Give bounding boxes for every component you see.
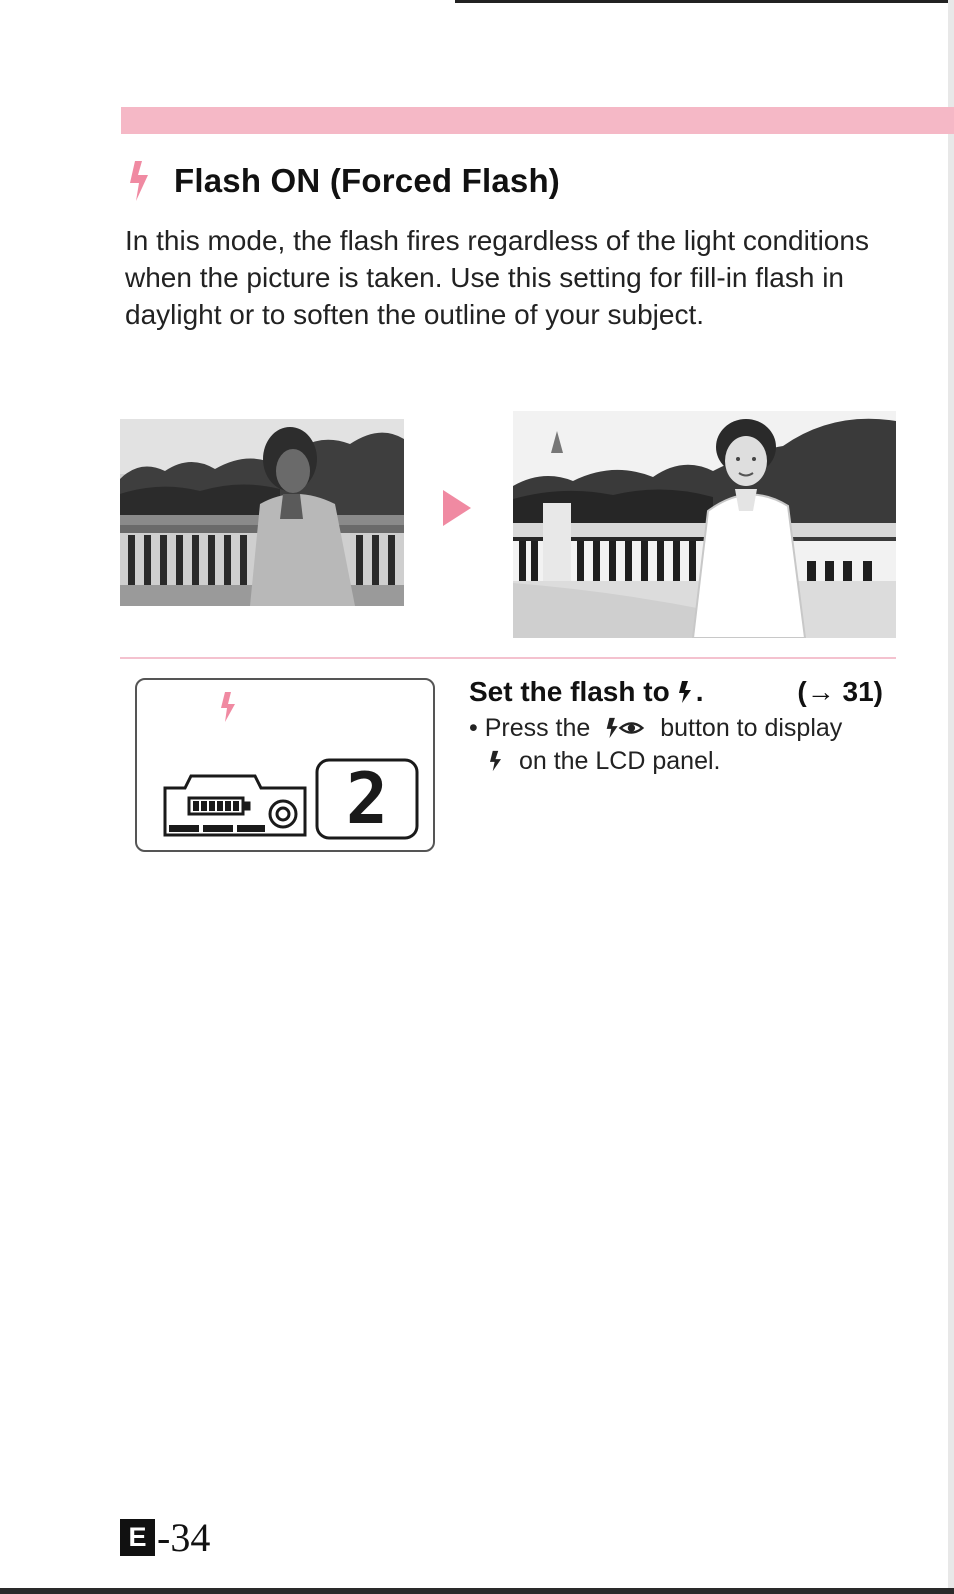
step-instructions (469, 712, 889, 778)
intro-paragraph: In this mode, the flash fires regardless of the light conditions when the picture is taken. Use this setting for fill-in flash in daylight or to soften the outline of your subject. (125, 225, 869, 330)
section-title: Flash ON (Forced Flash) (174, 162, 560, 199)
page-number-text: -34 (157, 1514, 211, 1560)
flash-bolt-icon (126, 159, 152, 203)
top-rule (455, 0, 954, 3)
section-color-band (121, 107, 954, 134)
lcd-panel-illustration (135, 678, 435, 852)
flash-bolt-icon (678, 680, 692, 704)
bullet-line2-text: on the LCD panel. (518, 747, 721, 775)
bullet-text-suffix: button to display (660, 714, 843, 742)
step-title-text: Set the flash to (469, 676, 670, 707)
portrait-without-flash-photo (120, 419, 404, 606)
page-number (120, 1515, 210, 1559)
section-heading (126, 156, 560, 206)
lcd-frame-counter: 2 (345, 758, 389, 840)
language-badge: E (120, 1519, 155, 1556)
portrait-with-flash-photo (513, 411, 896, 638)
bullet-text-prefix: • Press the (469, 714, 591, 742)
step-bullet-line1 (469, 712, 889, 745)
flash-redeye-button-icon (603, 717, 647, 739)
lcd-flash-icon (221, 692, 235, 722)
bottom-rule (0, 1588, 954, 1594)
flash-bolt-icon (489, 750, 502, 772)
before-after-arrow (443, 490, 471, 526)
section-divider (120, 657, 896, 659)
step-title (469, 676, 889, 708)
step-bullet-line2 (469, 745, 889, 778)
step-title-period: . (695, 676, 704, 707)
page-reference: (→ 31) (797, 676, 883, 707)
page-edge-shadow (948, 0, 954, 1594)
